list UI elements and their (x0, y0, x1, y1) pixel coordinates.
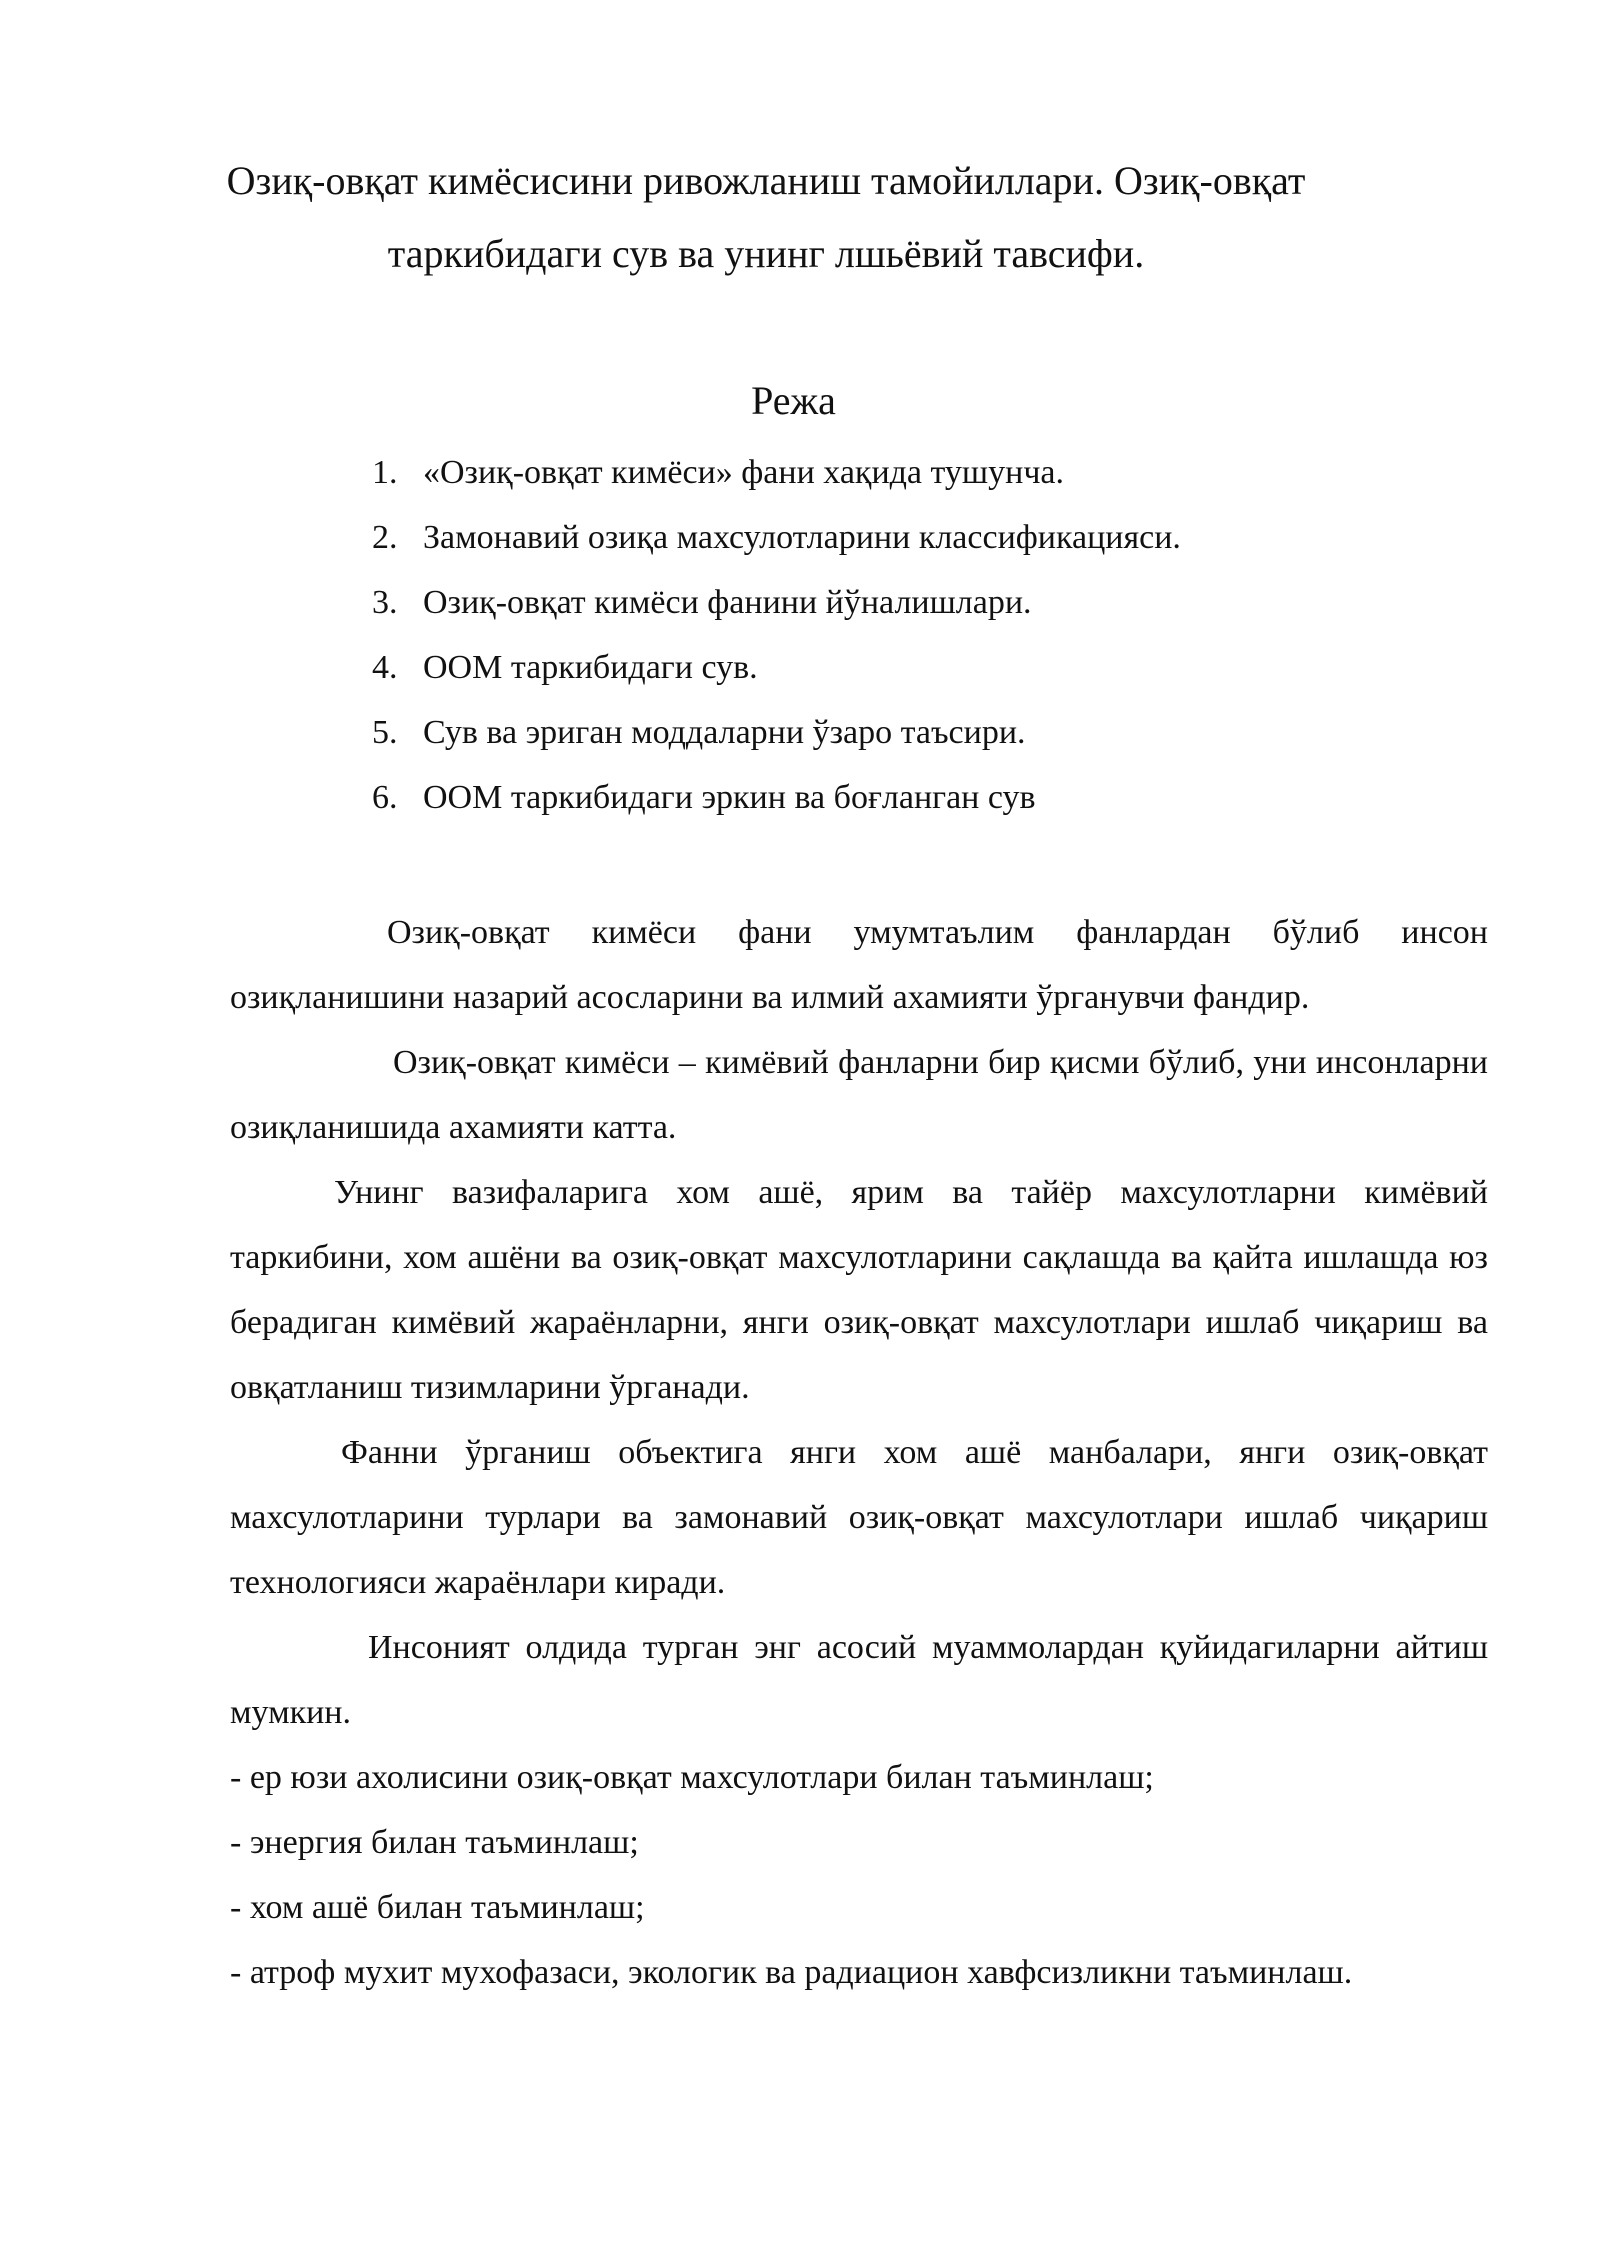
bullet-item: - энергия билан таъминлаш; (230, 1824, 639, 1861)
body-paragraph: Озиқ-овқат кимёси – кимёвий фанларни бир қисми бўлиб, уни инсонларни озиқланишида ахамияти катта. (230, 1044, 1488, 1146)
body-paragraph: Фанни ўрганиш объектига янги хом ашё манбалари, янги озиқ-овқат махсулотларини турлари ва замонавий озиқ-овқат махсулотлари ишлаб чиқариш технологияси жараёнлари киради. (230, 1434, 1488, 1601)
plan-item-text: Замонавий озиқа махсулотларини классификацияси. (423, 519, 1181, 556)
body-paragraph: Озиқ-овқат кимёси фани умумтаълим фанлардан бўлиб инсон озиқланишини назарий асосларини ва илмий ахамияти ўрганувчи фандир. (230, 914, 1488, 1016)
plan-item-text: Сув ва эриган моддаларни ўзаро таъсири. (423, 714, 1026, 751)
plan-item (372, 710, 1372, 775)
body-paragraph: Унинг вазифаларига хом ашё, ярим ва тайёр махсулотларни кимёвий таркибини, хом ашёни ва озиқ-овқат махсулотларини сақлашда ва қайта ишлашда юз берадиган кимёвий жараёнларни, янги озиқ-овқат махсулотлари ишлаб чиқариш ва овқатланиш тизимларини ўрганади. (230, 1174, 1488, 1406)
plan-item (372, 450, 1372, 515)
plan-item-number: 4. (372, 649, 398, 686)
plan-item-number: 1. (372, 454, 398, 491)
plan-item-text: ООМ таркибидаги сув. (423, 649, 758, 686)
plan-item-number: 2. (372, 519, 398, 556)
plan-item-text: ООМ таркибидаги эркин ва боғланган сув (423, 779, 1036, 816)
plan-item-number: 6. (372, 779, 398, 816)
plan-list (372, 450, 1372, 840)
plan-item-text: Озиқ-овқат кимёси фанини йўналишлари. (423, 584, 1032, 621)
body-paragraph: Инсоният олдида турган энг асосий муаммолардан қуйидагиларни айтиш мумкин. (230, 1629, 1488, 1731)
document-title-line-2: таркибидаги сув ва унинг лшьёвий тавсифи. (387, 231, 1145, 276)
plan-item (372, 775, 1372, 840)
plan-heading (0, 377, 1600, 425)
plan-item-text: «Озиқ-овқат кимёси» фани хақида тушунча. (423, 454, 1065, 491)
plan-item (372, 645, 1372, 710)
document-title-line-1: Озиқ-овқат кимёсисини ривожланиш тамойиллари. Озиқ-овқат (226, 158, 1306, 203)
plan-item (372, 580, 1372, 645)
document-body (230, 900, 1488, 2005)
bullet-item: - атроф мухит мухофазаси, экологик ва радиацион хавфсизликни таъминлаш. (230, 1954, 1353, 1991)
plan-item-number: 5. (372, 714, 398, 751)
bullet-item: - хом ашё билан таъминлаш; (230, 1889, 645, 1926)
plan-item-number: 3. (372, 584, 398, 621)
plan-item (372, 515, 1372, 580)
plan-heading-text: Режа (751, 378, 836, 423)
bullet-item: - ер юзи ахолисини озиқ-овқат махсулотлари билан таъминлаш; (230, 1759, 1154, 1796)
